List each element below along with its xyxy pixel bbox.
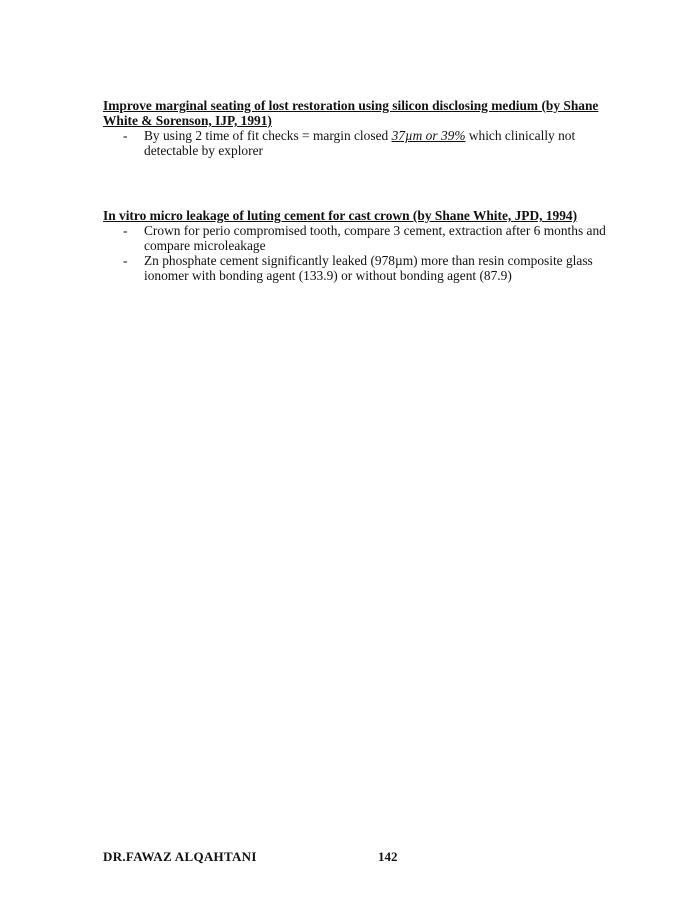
- bullet-text-after: which clinically not detectable by explorer: [144, 128, 576, 158]
- bullet-item: [103, 128, 623, 158]
- bullet-list: [103, 128, 623, 158]
- bullet-item: [103, 223, 623, 253]
- bullet-text: Crown for perio compromised tooth, compare 3 cement, extraction after 6 months and compare microleakage: [144, 223, 606, 253]
- page-number: 142: [378, 849, 398, 864]
- bullet-text-before: By using 2 time of fit checks = margin closed: [144, 128, 392, 143]
- bullet-dash: -: [123, 253, 128, 268]
- bullet-text-emphasis: 37µm or 39%: [391, 128, 466, 143]
- bullet-item: [103, 253, 623, 283]
- footer-author: DR.FAWAZ ALQAHTANI: [103, 849, 257, 864]
- bullet-text: Zn phosphate cement significantly leaked (978µm) more than resin composite glass ionomer with bonding agent (133.9) or without bonding agent (87.9): [144, 253, 593, 283]
- section-heading: Improve marginal seating of lost restoration using silicon disclosing medium (by Shane White & Sorenson, IJP, 1991): [103, 98, 599, 128]
- section-micro-leakage: [103, 208, 623, 283]
- section-heading: In vitro micro leakage of luting cement for cast crown (by Shane White, JPD, 1994): [103, 208, 578, 223]
- section-marginal-seating: [103, 98, 623, 158]
- bullet-dash: -: [123, 223, 128, 238]
- bullet-dash: -: [123, 128, 128, 143]
- bullet-list: [103, 223, 623, 283]
